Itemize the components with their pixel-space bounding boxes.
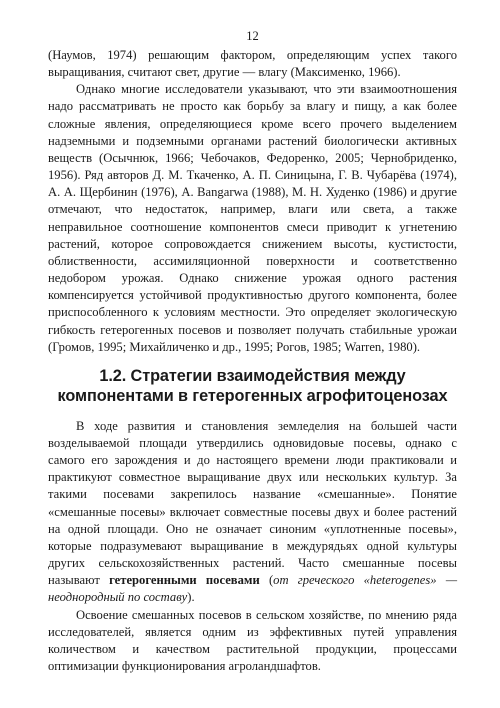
paragraph-text-segment: ( [259, 573, 274, 588]
bold-term: гетерогенными посевами [109, 573, 260, 588]
page-number: 12 [246, 29, 259, 43]
paragraph-text-segment: В ходе развития и становления земледелия на большей части возделываемой площади утвердились одновидовые посевы, однако с самого его зарождения и до настоящего времени люди практиковали и практикуют совместное выращивание двух или нескольких культур. За такими посевами закрепилось название «смешанные». Понятие «смешанные посевы» включает совместные посевы двух и более растений на одной площади. Оно не означает синоним «уплотненные посевы», которые подразумевают выращивание в междурядьях одной культуры других сельскохозяйственных растений. Часто смешанные посевы называют [48, 418, 457, 588]
intro-paragraph-interactions: Однако многие исследователи указывают, что эти взаимоотношения надо рассматривать не просто как борьбу за влагу и пищу, а как более сложные явления, определяющиеся кроме всего прочего выделением надземными и подземными органами растений биологически активных веществ (Осычнюк, 1966; Чебочаков, Федоренко, 2005; Чернобриденко, 1956). Ряд авторов Д. М. Ткаченко, А. П. Синицына, Г. В. Чубарёва (1974), А. А. Щербинин (1976), А. Bangarwa (1988), М. Н. Худенко (1986) и другие отмечают, что недостаток, например, влаги или света, а также неправильное соотношение компонентов смеси приводит к угнетению растений, которое сопровождается снижением высоты, кустистости, облиственности, ассимиляционной поверхности и соответственно недобором урожая. Однако снижение урожая одного растения компенсируется устойчивой продуктивностью другого компонента, более приспособленного к условиям местности. Это определяет экологическую гибкость гетерогенных посевов и позволяет получать стабильные урожаи (Громов, 1995; Михайличенко и др., 1995; Рогов, 1985; Warren, 1980). [48, 82, 457, 354]
document-page [48, 28, 457, 675]
section-paragraph-mixed-crops [48, 418, 457, 607]
section-paragraph-development: Освоение смешанных посевов в сельском хозяйстве, по мнению ряда исследователей, является одним из эффективных путей управления количеством и качеством растительной продукции, процессами оптимизации функционирования агроландшафтов. [48, 607, 457, 673]
italic-etymology-note: от греческого «heterogenes» — неоднородный по составу [48, 573, 458, 605]
paragraph-text-segment: ). [187, 590, 195, 605]
section-heading: 1.2. Стратегии взаимодействия между компонентами в гетерогенных агрофитоценозах [57, 366, 448, 405]
intro-paragraph-continuation: (Наумов, 1974) решающим фактором, определяющим успех такого выращивания, считают свет, другие — влагу (Максименко, 1966). [48, 48, 457, 80]
